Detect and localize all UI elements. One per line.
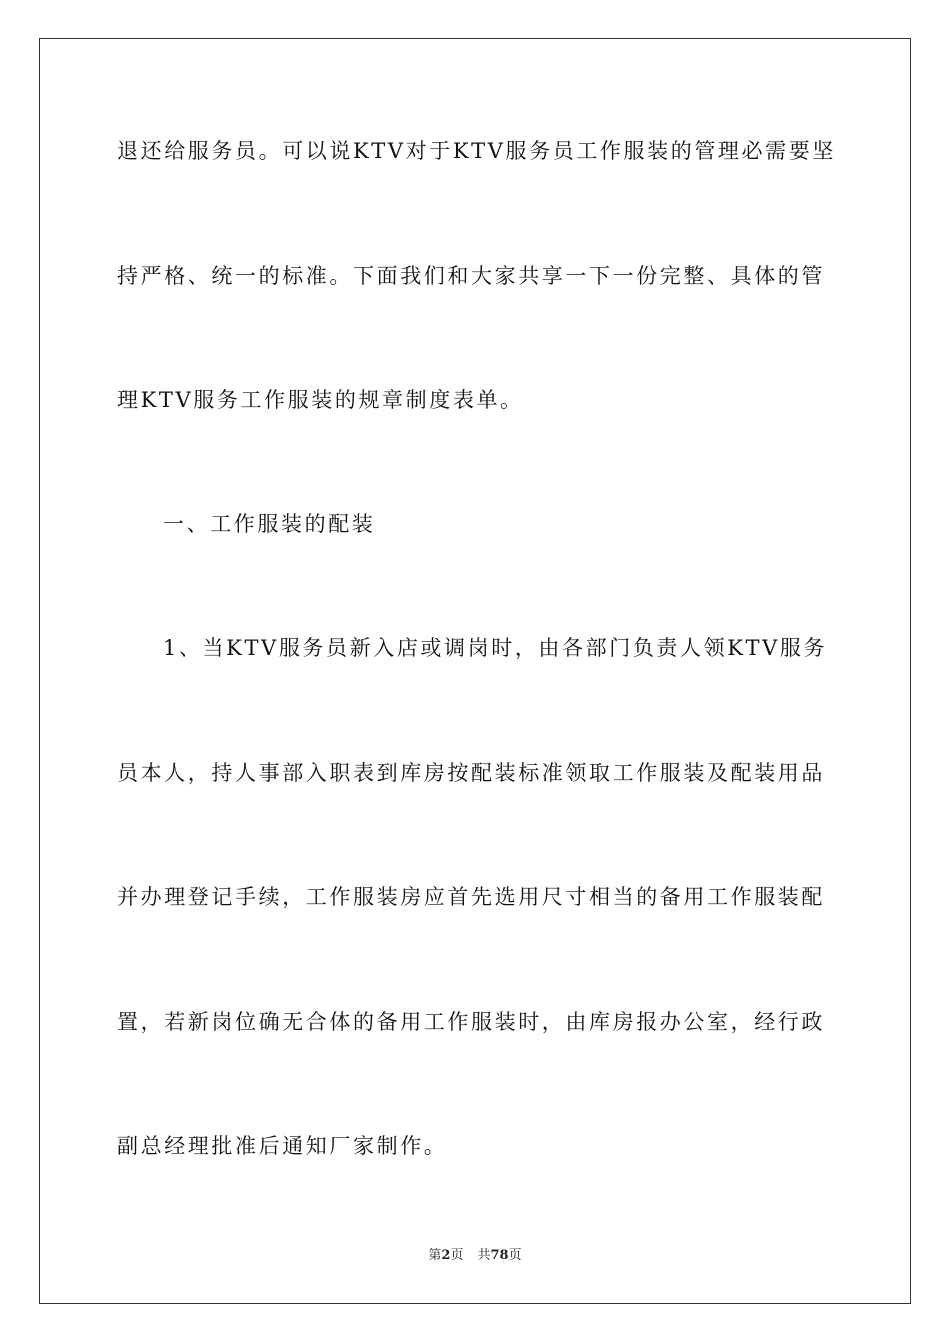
- body-text-line: 退还给服务员。可以说KTV对于KTV服务员工作服装的管理必需要坚: [117, 139, 836, 163]
- body-text-line: 并办理登记手续，工作服装房应首先选用尺寸相当的备用工作服装配: [117, 885, 825, 909]
- total-prefix: 共: [477, 1248, 491, 1263]
- body-text-line: 理KTV服务工作服装的规章制度表单。: [117, 388, 524, 412]
- body-text-line: 员本人，持人事部入职表到库房按配装标准领取工作服装及配装用品: [117, 761, 825, 785]
- section-heading: 一、工作服装的配装: [163, 512, 376, 536]
- page-footer: [0, 1248, 950, 1264]
- body-text-line: 置，若新岗位确无合体的备用工作服装时，由库房报办公室，经行政: [117, 1010, 825, 1034]
- page-border: [39, 38, 911, 1304]
- page-number: 2: [441, 1248, 451, 1263]
- total-suffix: 页: [508, 1248, 522, 1263]
- total-pages: 78: [490, 1248, 509, 1263]
- page-prefix: 第: [428, 1248, 442, 1263]
- page-suffix: 页: [450, 1248, 464, 1263]
- body-text-line: 持严格、统一的标准。下面我们和大家共享一下一份完整、具体的管: [117, 264, 825, 288]
- body-text-line: 副总经理批准后通知厂家制作。: [117, 1134, 448, 1158]
- body-text-line: 1、当KTV服务员新入店或调岗时，由各部门负责人领KTV服务: [163, 636, 828, 660]
